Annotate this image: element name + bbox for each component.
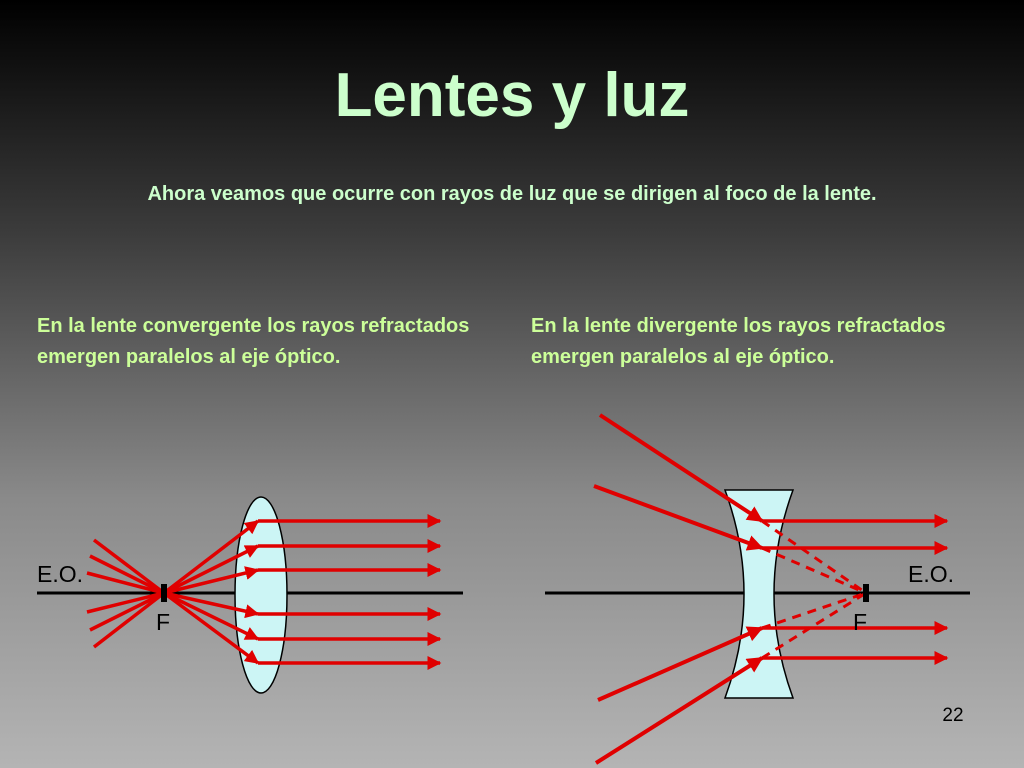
incident-ray	[600, 415, 762, 521]
focus-label-right: F	[853, 609, 868, 635]
converging-lens-diagram	[37, 497, 463, 693]
diverging-lens-diagram	[545, 415, 970, 763]
incident-rays-right	[594, 415, 762, 763]
incident-ray	[90, 556, 164, 593]
incident-ray	[90, 593, 164, 630]
page-number: 22	[942, 705, 964, 726]
converging-lens-description: En la lente convergente los rayos refractados emergen paralelos al eje óptico.	[37, 315, 470, 368]
slide-title: Lentes y luz	[334, 61, 690, 130]
incident-ray	[596, 658, 762, 763]
focus-label-left: F	[156, 609, 171, 635]
focus-marker-left	[161, 584, 167, 602]
diverging-lens-description: En la lente divergente los rayos refractados emergen paralelos al eje óptico.	[531, 315, 946, 368]
focus-marker-right	[863, 584, 869, 602]
ray-extension	[762, 548, 866, 593]
slide-subtitle: Ahora veamos que ocurre con rayos de luz que se dirigen al foco de la lente.	[147, 183, 877, 205]
ray-extension	[762, 593, 866, 658]
axis-label-right: E.O.	[908, 561, 955, 587]
ray-extension	[762, 521, 866, 593]
axis-label-left: E.O.	[37, 561, 84, 587]
ray-extension	[762, 593, 866, 628]
